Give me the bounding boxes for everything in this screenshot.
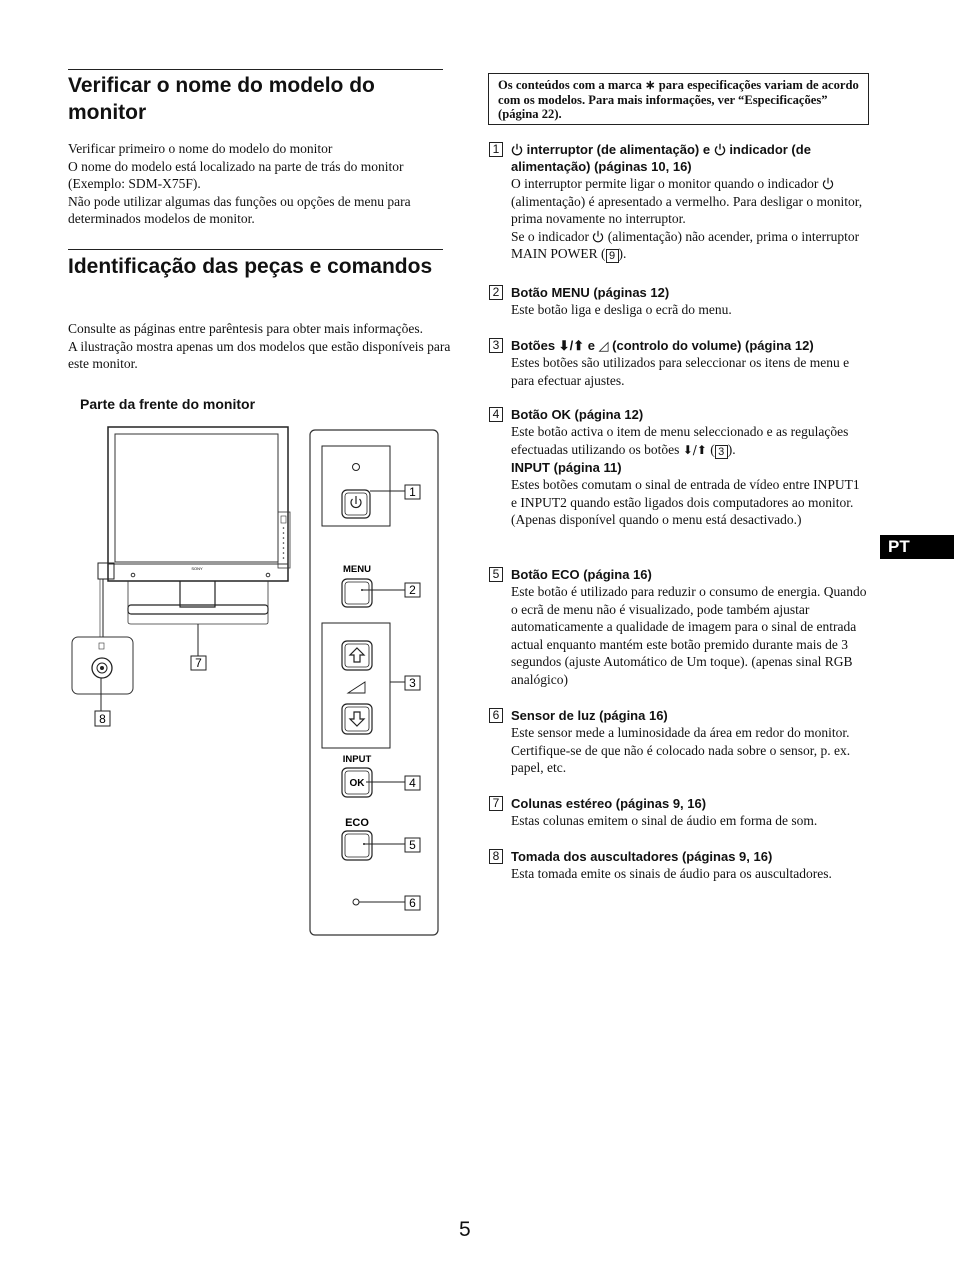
item-body: Esta tomada emite os sinais de áudio para os auscultadores.	[511, 866, 832, 881]
front-subheading: Parte da frente do monitor	[80, 396, 256, 412]
item-body	[511, 423, 869, 459]
parts-p1: Consulte as páginas entre parêntesis para obter mais informações.	[68, 321, 424, 336]
language-tab: PT	[880, 535, 954, 559]
item-body: Estas colunas emitem o sinal de áudio em forma de som.	[511, 813, 818, 828]
ok-label: OK	[349, 778, 365, 789]
page-number: 5	[459, 1218, 471, 1241]
callout-2: 2	[409, 583, 416, 597]
eco-label: ECO	[345, 817, 369, 829]
item-number: 6	[489, 708, 503, 723]
section-rule	[68, 69, 443, 70]
volume-icon	[348, 682, 365, 693]
section-rule	[68, 249, 443, 250]
callout-1: 1	[409, 485, 416, 499]
item-arrow-buttons	[489, 337, 869, 389]
item-body: Este botão liga e desliga o ecrã do menu.	[511, 302, 732, 317]
section-title-model: Verificar o nome do modelo do monitor	[68, 74, 375, 124]
power-icon	[592, 230, 604, 243]
callout-7: 7	[195, 656, 202, 670]
model-p2: O nome do modelo está localizado na parte de trás do monitor (Exemplo: SDM-X75F).	[68, 158, 404, 191]
item-number: 7	[489, 796, 503, 811]
note-text-a: Os conteúdos com a marca	[498, 78, 646, 92]
light-sensor	[353, 899, 359, 905]
input-label: INPUT	[342, 754, 372, 765]
volume-icon: ◿	[598, 338, 609, 353]
item-subtitle: INPUT (página 11)	[511, 460, 622, 476]
title-text: e	[584, 338, 599, 353]
section-title-parts: Identificação das peças e comandos	[68, 255, 433, 278]
menu-label: MENU	[343, 564, 371, 575]
item-number: 2	[489, 285, 503, 300]
power-icon	[714, 143, 726, 156]
item-title	[511, 337, 869, 354]
item-title: Colunas estéreo (páginas 9, 16)	[511, 796, 707, 811]
ref-number: 9	[606, 249, 619, 263]
star-mark: ∗	[645, 78, 656, 92]
item-number: 8	[489, 849, 503, 864]
title-text: Botões	[511, 338, 559, 353]
body-text: Se o indicador	[511, 228, 593, 244]
brand-logo: SONY	[191, 566, 203, 571]
callout-4: 4	[409, 776, 416, 790]
power-icon	[511, 143, 523, 156]
item-body: Estes botões comutam o sinal de entrada de vídeo entre INPUT1 e INPUT2 quando estão ligados dois computadores ao monitor. (Apenas disponível quando o menu está desactivado.)	[511, 477, 860, 528]
parts-p2: A ilustração mostra apenas um dos modelos que estão disponíveis para este monitor.	[68, 338, 451, 371]
item-title: Botão MENU (páginas 12)	[511, 285, 670, 300]
model-p3: Não pode utilizar algumas das funções ou opções de menu para determinados modelos de monitor.	[68, 193, 411, 226]
item-number: 5	[489, 567, 503, 582]
item-number: 4	[489, 407, 503, 422]
arrow-up-icon	[350, 648, 364, 662]
monitor-front-diagram	[66, 420, 446, 940]
arrow-icons: ⬇/⬆	[558, 338, 585, 353]
body-text: Este botão activa o item de menu seleccionado e as regulações efectuadas utilizando os botões	[511, 424, 849, 457]
item-title: Botão ECO (página 16)	[511, 567, 652, 582]
item-title: Tomada dos auscultadores (páginas 9, 16)	[511, 849, 773, 864]
model-paragraph	[68, 140, 453, 228]
item-title-a: interruptor (de alimentação) e	[523, 142, 714, 157]
item-title: Botão OK (página 12)	[511, 407, 644, 422]
model-p1: Verificar primeiro o nome do modelo do monitor	[68, 141, 333, 156]
monitor-illustration	[72, 427, 290, 711]
item-number: 1	[489, 142, 503, 157]
item-title: Sensor de luz (página 16)	[511, 708, 668, 723]
item-body: Este sensor mede a luminosidade da área em redor do monitor. Certifique-se de que não é colocado nada sobre o sensor, p. ex. papel, etc.	[511, 725, 851, 776]
callout-3: 3	[409, 676, 416, 690]
callout-6: 6	[409, 896, 416, 910]
specs-note-box	[488, 73, 869, 125]
item-body: Estes botões são utilizados para seleccionar os itens de menu e para efectuar ajustes.	[511, 355, 850, 388]
body-text: (alimentação) é apresentado a vermelho. Para desligar o monitor, prima novamente no interruptor.	[511, 193, 863, 227]
callout-8: 8	[99, 712, 106, 726]
callout-5: 5	[409, 838, 416, 852]
item-menu-button	[489, 284, 869, 319]
item-ok-button	[489, 406, 869, 529]
item-speakers	[489, 795, 869, 830]
body-text: ).	[727, 441, 736, 457]
ref-number: 3	[715, 445, 728, 459]
title-text: (controlo do volume) (página 12)	[608, 338, 814, 353]
item-title	[511, 141, 869, 175]
item-power-switch	[489, 141, 869, 263]
arrow-icons: ⬇/⬆	[682, 442, 707, 457]
item-title-b: indicador (de alimentação) (páginas 10, 16)	[511, 142, 811, 174]
item-body	[511, 175, 869, 263]
item-eco-button	[489, 566, 869, 689]
body-text: (	[706, 441, 715, 457]
body-text: O interruptor permite ligar o monitor quando o indicador	[511, 176, 822, 191]
body-text: (alimentação) não acender, prima o interruptor MAIN POWER (	[511, 228, 860, 262]
body-text: ).	[618, 246, 627, 262]
parts-paragraph	[68, 320, 453, 373]
note-text-b: para especificações variam de acordo com os modelos. Para mais informações, ver “Especificações” (página 22).	[498, 78, 859, 121]
item-light-sensor	[489, 707, 869, 777]
item-body: Este botão é utilizado para reduzir o consumo de energia. Quando o ecrã de menu não é visualizado, pode também ajustar automaticamente a qualidade de imagem para o sinal de entrada actual enquanto mantém este botão premido durante mais de 3 segundos (ajuste Automático de Um toque). (apenas sinal RGB analógico)	[511, 584, 867, 687]
item-headphones	[489, 848, 869, 883]
arrow-down-icon	[350, 712, 364, 726]
item-number: 3	[489, 338, 503, 353]
power-icon	[822, 177, 834, 190]
